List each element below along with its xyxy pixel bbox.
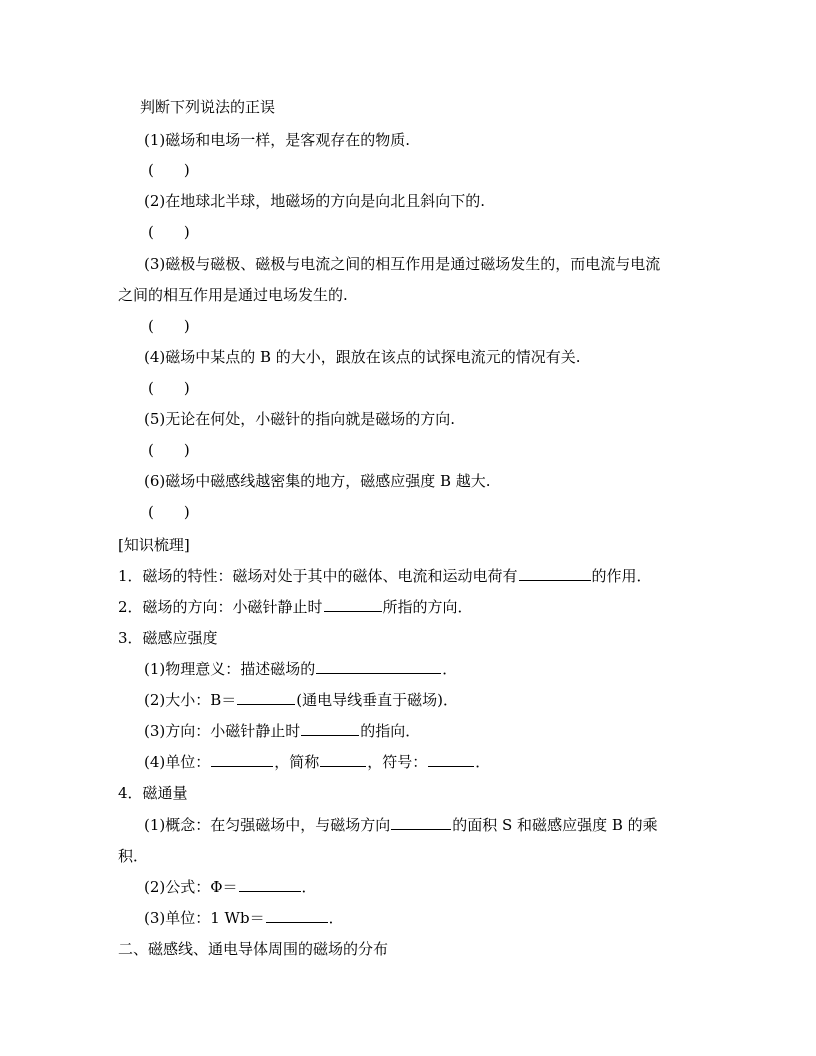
point-4-2-tail: ． [301,878,317,896]
point-3-1-tail: ． [442,660,458,678]
point-3-3-text: (3)方向：小磁针静止时 [144,722,301,740]
point-3-1 [144,659,457,679]
point-4-1-text: (1)概念：在匀强磁场中，与磁场方向 [144,816,391,834]
fill-blank[interactable] [324,597,382,612]
point-3-4-text: (4)单位： [144,753,211,771]
point-4-1-cont: 积． [118,847,149,865]
answer-paren-5: ( ) [148,441,190,459]
fill-blank[interactable] [239,877,301,892]
point-3-3 [144,721,420,741]
point-3-4-abbr: ，简称 [274,753,320,771]
section-2-heading: 二、磁感线、通电导体周围的磁场的分布 [118,940,389,958]
point-3-4-symbol: ，符号： [367,753,428,771]
point-1-tail: 的作用． [591,567,652,585]
fill-blank[interactable] [301,721,359,736]
point-2-text: 2．磁场的方向：小磁针静止时 [118,598,323,616]
point-3-2 [144,690,458,710]
point-4-2-text: (2)公式：Φ＝ [144,878,238,896]
fill-blank[interactable] [320,752,366,767]
fill-blank[interactable] [519,566,591,581]
knowledge-heading: [知识梳理] [118,536,190,554]
point-3-3-tail: 的指向． [360,722,421,740]
point-2-tail: 所指的方向． [382,598,473,616]
point-3-1-text: (1)物理意义：描述磁场的 [144,660,316,678]
statement-1: (1)磁场和电场一样，是客观存在的物质. [144,131,411,149]
fill-blank[interactable] [237,690,295,705]
statement-6: (6)磁场中磁感线越密集的地方，磁感应强度 B 越大. [144,472,491,490]
fill-blank[interactable] [316,659,441,674]
point-4-3-tail: ． [328,909,344,927]
answer-paren-4: ( ) [148,379,190,397]
answer-paren-3: ( ) [148,317,190,335]
point-4-1 [144,815,658,835]
answer-paren-2: ( ) [148,223,190,241]
point-3: 3．磁感应强度 [118,629,218,647]
statement-5: (5)无论在何处，小磁针的指向就是磁场的方向. [144,410,456,428]
point-4-3-text: (3)单位：1 Wb＝ [144,909,265,927]
point-4: 4．磁通量 [118,784,188,802]
point-3-4-tail: ． [475,753,491,771]
fill-blank[interactable] [211,752,273,767]
point-4-1-tail: 的面积 S 和磁感应强度 B 的乘 [452,816,658,834]
fill-blank[interactable] [266,908,328,923]
fill-blank[interactable] [391,815,451,830]
statement-3-line-1: (3)磁极与磁极、磁极与电流之间的相互作用是通过磁场发生的，而电流与电流 [144,255,661,273]
point-4-2 [144,877,317,897]
point-1 [118,566,652,586]
point-2 [118,597,473,617]
answer-paren-1: ( ) [148,161,190,179]
point-3-2-text: (2)大小：B＝ [144,691,237,709]
point-3-2-tail: (通电导线垂直于磁场)． [296,691,458,709]
point-1-text: 1．磁场的特性：磁场对处于其中的磁体、电流和运动电荷有 [118,567,518,585]
statement-2: (2)在地球北半球，地磁场的方向是向北且斜向下的. [144,192,486,210]
answer-paren-6: ( ) [148,503,190,521]
point-4-3 [144,908,344,928]
statement-3-line-2: 之间的相互作用是通过电场发生的. [118,286,348,304]
fill-blank[interactable] [428,752,474,767]
judge-heading: 判断下列说法的正误 [140,98,276,116]
statement-4: (4)磁场中某点的 B 的大小，跟放在该点的试探电流元的情况有关. [144,348,581,366]
point-3-4 [144,752,490,772]
